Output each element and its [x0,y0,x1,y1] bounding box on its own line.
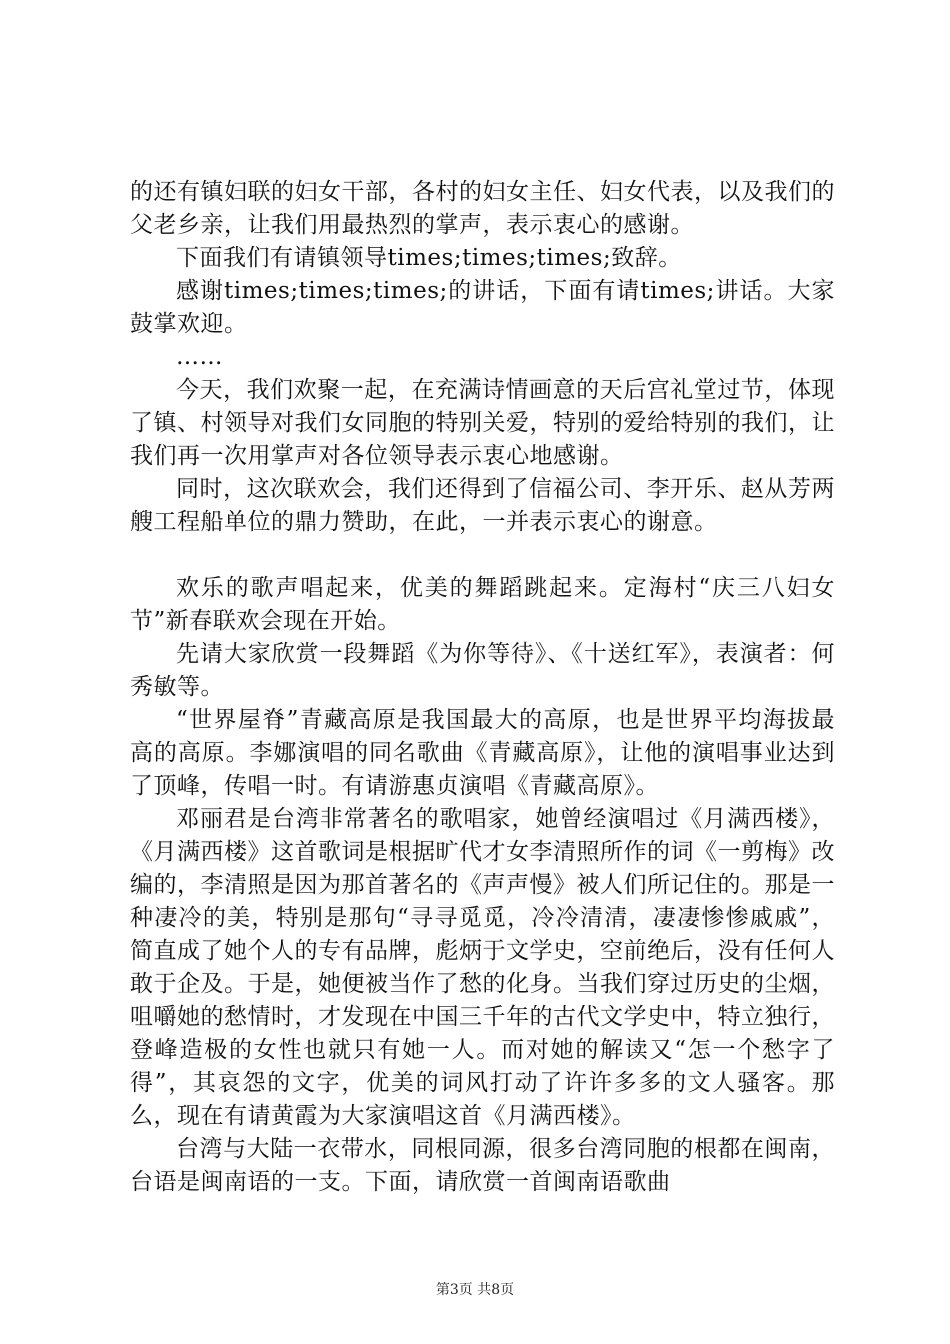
document-body [130,176,835,1199]
paragraph-10: 邓丽君是台湾非常著名的歌唱家，她曾经演唱过《月满西楼》，《月满西楼》这首歌词是根据旷代才女李清照所作的词《一剪梅》改编的，李清照是因为那首著名的《声声慢》被人们所记住的。那是一种凄冷的美，特别是那句“寻寻觅觅，冷冷清清，凄凄惨惨戚戚”，简直成了她个人的专有品牌，彪炳于文学史，空前绝后，没有任何人敢于企及。于是，她便被当作了愁的化身。当我们穿过历史的尘烟，咀嚼她的愁情时，才发现在中国三千年的古代文学史中，特立独行，登峰造极的女性也就只有她一人。而对她的解读又“怎一个愁字了得”，其哀怨的文字，优美的词风打动了许许多多的文人骚客。那么，现在有请黄霞为大家演唱这首《月满西楼》。 [130,806,835,1129]
paragraph-11: 台湾与大陆一衣带水，同根同源，很多台湾同胞的根都在闽南，台语是闽南语的一支。下面，请欣赏一首闽南语歌曲 [130,1136,835,1195]
paragraph-3: 感谢times;times;times;的讲话，下面有请times;讲话。大家鼓掌欢迎。 [130,278,835,337]
paragraph-9: “世界屋脊”青藏高原是我国最大的高原，也是世界平均海拔最高的高原。李娜演唱的同名歌曲《青藏高原》，让他的演唱事业达到了顶峰，传唱一时。有请游惠贞演唱《青藏高原》。 [130,707,835,799]
page-footer [0,1279,950,1299]
page-number-label: 第3页 共8页 [435,1282,515,1298]
paragraph-4-ellipsis: …… [176,344,223,370]
paragraph-5: 今天，我们欢聚一起，在充满诗情画意的天后宫礼堂过节，体现了镇、村领导对我们女同胞的特别关爱，特别的爱给特别的我们，让我们再一次用掌声对各位领导表示衷心地感谢。 [130,377,835,469]
paragraph-1: 的还有镇妇联的妇女干部，各村的妇女主任、妇女代表，以及我们的父老乡亲，让我们用最热烈的掌声，表示衷心的感谢。 [130,179,835,238]
paragraph-2: 下面我们有请镇领导times;times;times;致辞。 [176,245,682,271]
paragraph-7: 欢乐的歌声唱起来，优美的舞蹈跳起来。定海村“庆三八妇女节”新春联欢会现在开始。 [130,575,835,634]
paragraph-spacer [130,539,835,572]
paragraph-8: 先请大家欣赏一段舞蹈《为你等待》、《十送红军》，表演者：何秀敏等。 [130,641,835,700]
paragraph-6: 同时，这次联欢会，我们还得到了信福公司、李开乐、赵从芳两艘工程船单位的鼎力赞助，在此，一并表示衷心的谢意。 [130,476,835,535]
